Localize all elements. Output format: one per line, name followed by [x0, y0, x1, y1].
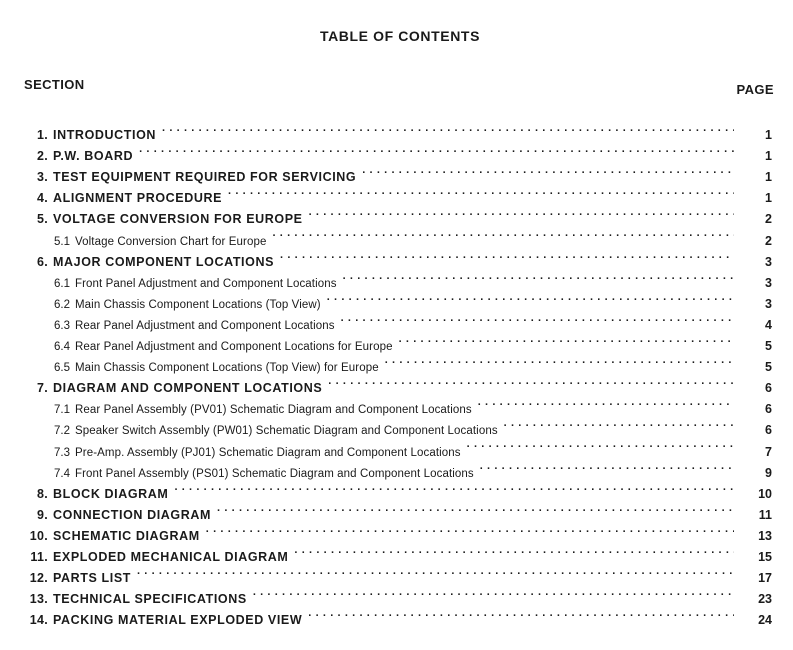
dot-leader [467, 434, 734, 455]
toc-subsection-entry[interactable] [0, 308, 793, 332]
entry-number: 3. [36, 170, 48, 185]
entry-title: Rear Panel Adjustment and Component Locations for Europe [75, 341, 393, 354]
entry-title: Speaker Switch Assembly (PW01) Schematic Diagram and Component Locations [75, 425, 498, 438]
entry-number: 11. [30, 549, 48, 564]
dot-leader [478, 392, 734, 413]
dot-leader [309, 202, 734, 223]
entry-title: VOLTAGE CONVERSION FOR EUROPE [53, 212, 303, 227]
entry-title: BLOCK DIAGRAM [53, 486, 169, 501]
entry-page-number: 24 [758, 613, 772, 628]
toc-section-entry[interactable] [0, 160, 793, 185]
entry-title: Pre-Amp. Assembly (PJ01) Schematic Diagram and Component Locations [75, 446, 461, 459]
entry-number: 5.1 [54, 235, 70, 248]
entry-page-number: 6 [765, 381, 772, 396]
toc-section-entry[interactable] [0, 202, 793, 227]
page-column-header: PAGE [736, 82, 774, 97]
entry-page-number: 2 [765, 212, 772, 227]
entry-number: 14. [29, 613, 48, 628]
entry-page-number: 23 [758, 592, 772, 607]
entry-page-number: 11 [758, 507, 772, 522]
entry-page-number: 3 [765, 275, 772, 290]
dot-leader [328, 371, 734, 392]
entry-title: EXPLODED MECHANICAL DIAGRAM [53, 549, 289, 564]
entry-number: 7.4 [54, 467, 70, 480]
entry-page-number: 15 [758, 549, 772, 564]
dot-leader [162, 118, 734, 139]
entry-page-number: 5 [765, 339, 772, 354]
entry-page-number: 6 [765, 402, 772, 417]
entry-number: 6.4 [54, 341, 70, 354]
entry-title: Voltage Conversion Chart for Europe [75, 235, 267, 248]
dot-leader [308, 603, 734, 624]
toc-subsection-entry[interactable] [0, 413, 793, 438]
entry-number: 8. [36, 486, 48, 501]
entry-page-number: 1 [765, 170, 772, 185]
entry-title: Main Chassis Component Locations (Top View) for Europe [75, 362, 379, 375]
entry-page-number: 3 [765, 254, 772, 269]
dot-leader [294, 540, 734, 561]
entry-number: 7.3 [54, 446, 70, 459]
entry-number: 6.3 [54, 319, 70, 332]
entry-title: DIAGRAM AND COMPONENT LOCATIONS [53, 381, 323, 396]
dot-leader [272, 223, 734, 244]
entry-title: Rear Panel Assembly (PV01) Schematic Diagram and Component Locations [75, 404, 472, 417]
entry-title: INTRODUCTION [53, 128, 157, 143]
entry-page-number: 5 [765, 360, 772, 375]
toc-subsection-entry[interactable] [0, 456, 793, 480]
entry-number: 7.2 [54, 425, 70, 438]
entry-number: 10. [29, 528, 48, 543]
entry-title: TECHNICAL SPECIFICATIONS [53, 592, 247, 607]
entry-number: 7. [36, 381, 48, 396]
entry-number: 6. [36, 254, 48, 269]
entry-number: 12. [29, 571, 48, 586]
entry-number: 6.2 [54, 298, 70, 311]
entry-title: Front Panel Assembly (PS01) Schematic Diagram and Component Locations [75, 467, 474, 480]
entry-title: CONNECTION DIAGRAM [53, 507, 212, 522]
entry-title: Rear Panel Adjustment and Component Locations [75, 319, 335, 332]
entry-page-number: 2 [765, 233, 772, 248]
entry-title: SCHEMATIC DIAGRAM [53, 528, 200, 543]
entry-title: TEST EQUIPMENT REQUIRED FOR SERVICING [53, 170, 357, 185]
toc-section-entry[interactable] [0, 245, 793, 269]
toc-section-entry[interactable] [0, 477, 793, 501]
dot-leader [253, 582, 734, 603]
dot-leader [504, 413, 734, 434]
entry-number: 4. [36, 191, 48, 206]
toc-subsection-entry[interactable] [0, 223, 793, 248]
entry-title: PARTS LIST [53, 571, 131, 586]
entry-number: 6.5 [54, 362, 70, 375]
entry-page-number: 1 [765, 191, 772, 206]
dot-leader [327, 287, 734, 308]
toc-section-entry[interactable] [0, 582, 793, 607]
entry-page-number: 4 [765, 317, 772, 332]
dot-leader [137, 561, 734, 582]
toc-subsection-entry[interactable] [0, 392, 793, 417]
entry-title: ALIGNMENT PROCEDURE [53, 191, 223, 206]
entry-number: 6.1 [54, 277, 70, 290]
toc-subsection-entry[interactable] [0, 266, 793, 290]
entry-number: 1. [36, 128, 48, 143]
dot-leader [362, 160, 734, 181]
toc-section-entry[interactable] [0, 561, 793, 586]
toc-subsection-entry[interactable] [0, 287, 793, 311]
entry-title: Main Chassis Component Locations (Top View) [75, 298, 321, 311]
toc-section-entry[interactable] [0, 371, 793, 396]
toc-section-entry[interactable] [0, 498, 793, 522]
toc-subsection-entry[interactable] [0, 329, 793, 354]
toc-subsection-entry[interactable] [0, 350, 793, 375]
toc-section-entry[interactable] [0, 540, 793, 564]
entry-title: Front Panel Adjustment and Component Locations [75, 277, 337, 290]
entry-page-number: 13 [758, 528, 772, 543]
dot-leader [217, 498, 734, 519]
entry-page-number: 1 [765, 128, 772, 143]
page-title: TABLE OF CONTENTS [319, 28, 481, 44]
entry-page-number: 3 [765, 296, 772, 311]
entry-page-number: 7 [765, 444, 772, 459]
dot-leader [341, 308, 734, 329]
entry-page-number: 10 [758, 486, 772, 501]
entry-number: 7.1 [54, 404, 70, 417]
entry-number: 9. [36, 507, 48, 522]
entry-number: 13. [29, 592, 48, 607]
toc-section-entry[interactable] [0, 603, 793, 628]
entry-page-number: 1 [765, 149, 772, 164]
toc-subsection-entry[interactable] [0, 434, 793, 459]
entry-number: 2. [36, 149, 48, 164]
dot-leader [139, 139, 734, 160]
toc-section-entry[interactable] [0, 139, 793, 164]
entry-page-number: 9 [765, 465, 772, 480]
dot-leader [206, 519, 734, 540]
section-column-header: SECTION [24, 77, 85, 92]
entry-number: 5. [36, 212, 48, 227]
dot-leader [385, 350, 734, 371]
toc-section-entry[interactable] [0, 181, 793, 206]
toc-section-entry[interactable] [0, 519, 793, 543]
toc-section-entry[interactable] [0, 118, 793, 143]
dot-leader [280, 245, 734, 266]
entry-title: PACKING MATERIAL EXPLODED VIEW [53, 613, 303, 628]
dot-leader [399, 329, 734, 350]
entry-page-number: 17 [758, 571, 772, 586]
entry-title: P.W. BOARD [53, 149, 134, 164]
toc-list [0, 118, 793, 628]
dot-leader [480, 456, 734, 477]
dot-leader [228, 181, 734, 202]
dot-leader [174, 477, 734, 498]
entry-title: MAJOR COMPONENT LOCATIONS [53, 254, 275, 269]
entry-page-number: 6 [765, 423, 772, 438]
dot-leader [343, 266, 734, 287]
